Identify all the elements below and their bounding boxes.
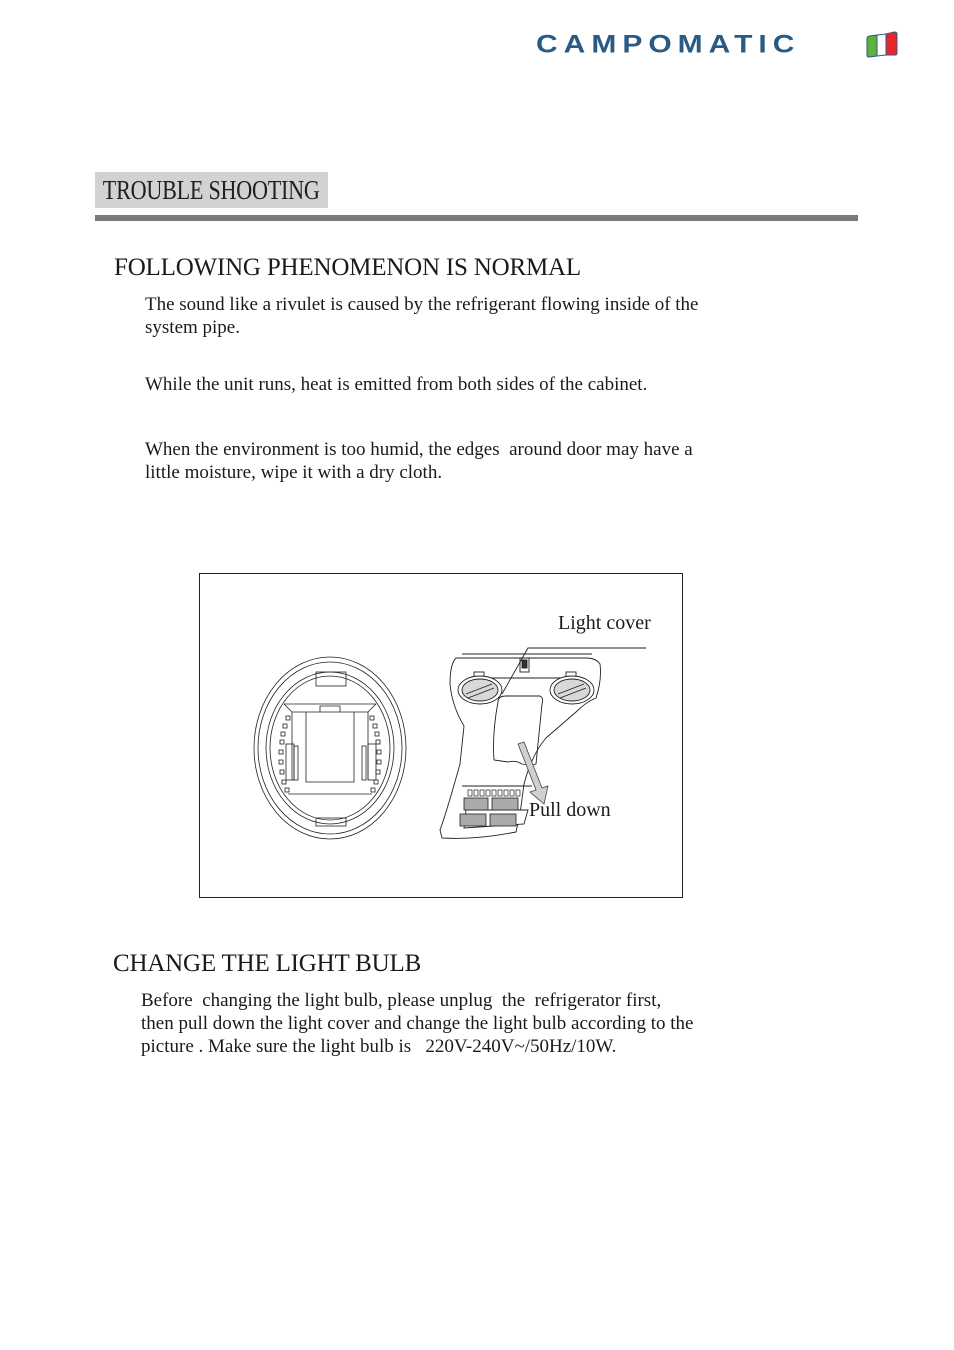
light-cover-figure bbox=[199, 573, 683, 898]
left-screw bbox=[458, 676, 502, 704]
light-cover-label: Light cover bbox=[558, 612, 651, 634]
brand-logo bbox=[536, 30, 800, 60]
phenomenon-item: The sound like a rivulet is caused by the refrigerant flowing inside of the system pipe. bbox=[145, 294, 699, 338]
flag-white bbox=[877, 34, 886, 56]
housing-outer-ring bbox=[254, 657, 406, 839]
flag-green bbox=[867, 35, 877, 57]
brand-name: CAMPOMATIC bbox=[536, 31, 801, 59]
connector-pins bbox=[468, 790, 520, 796]
light-bulb-instructions: Before changing the light bulb, please unplug the refrigerator first, then pull down the light cover and change the light bulb according to the picture . Make sure the light bulb is 220V-240V~/50Hz/10W. bbox=[141, 990, 694, 1057]
housing-top-tab bbox=[316, 672, 346, 686]
housing-left-clip-inner bbox=[294, 746, 298, 780]
housing-ring-4 bbox=[270, 676, 390, 820]
housing-left-clip bbox=[286, 744, 294, 780]
pull-down-label: Pull down bbox=[529, 799, 611, 821]
housing-ring-2 bbox=[258, 662, 402, 834]
normal-phenomena-heading: FOLLOWING PHENOMENON IS NORMAL bbox=[114, 254, 581, 281]
section-divider bbox=[95, 215, 858, 221]
phenomenon-item: While the unit runs, heat is emitted from both sides of the cabinet. bbox=[145, 374, 648, 395]
right-screw bbox=[550, 676, 594, 704]
phenomenon-item: When the environment is too humid, the edges around door may have a little moisture, wipe it with a dry cloth. bbox=[145, 439, 693, 483]
light-bulb-heading: CHANGE THE LIGHT BULB bbox=[113, 950, 422, 977]
section-title-box bbox=[95, 172, 328, 208]
housing-right-clip-inner bbox=[362, 746, 366, 780]
section-title: TROUBLE SHOOTING bbox=[103, 174, 320, 205]
italian-flag-icon bbox=[866, 31, 898, 58]
cover-switch-inner bbox=[522, 660, 527, 668]
housing-right-clip bbox=[368, 744, 376, 780]
housing-ring-3 bbox=[266, 672, 394, 824]
light-housing-illustration bbox=[250, 654, 410, 844]
flag-red bbox=[886, 32, 897, 55]
